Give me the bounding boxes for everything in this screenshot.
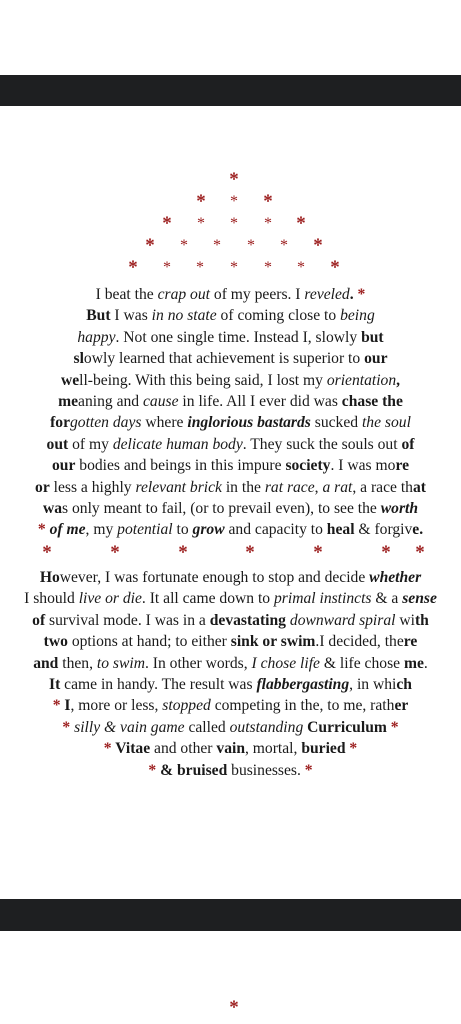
text-run: and bbox=[33, 654, 59, 672]
text-run: being bbox=[340, 307, 375, 325]
tree-star-r4-3: * bbox=[213, 237, 221, 254]
star-ornament: * bbox=[353, 286, 366, 303]
text-run: , my bbox=[85, 521, 118, 539]
tree-star-r5-5: * bbox=[264, 259, 272, 276]
text-run: ch bbox=[396, 676, 412, 693]
text-run: whether bbox=[369, 569, 422, 586]
paragraph-2-line bbox=[0, 589, 461, 609]
text-run: potential bbox=[117, 521, 173, 539]
text-run: delicate human body bbox=[112, 435, 243, 453]
text-run: and capacity to bbox=[224, 521, 327, 539]
text-run: s only meant to fail, (or to prevail even), to see the bbox=[62, 500, 381, 517]
text-run: of bbox=[401, 435, 415, 453]
tree-star-r3-1: * bbox=[162, 213, 172, 234]
tree-star-r5-2: * bbox=[163, 259, 171, 276]
text-run: sense bbox=[402, 590, 437, 608]
paragraph-1-line bbox=[0, 306, 461, 326]
text-run: live or die bbox=[78, 590, 142, 608]
text-run: we bbox=[60, 371, 80, 389]
text-run: at bbox=[412, 478, 426, 496]
text-run: downward spiral bbox=[289, 611, 396, 629]
star-ornament: * bbox=[148, 761, 161, 779]
paragraph-2-line bbox=[0, 654, 461, 674]
text-run: silly & vain game bbox=[74, 718, 185, 736]
separator-star-1: * bbox=[42, 542, 52, 563]
star-ornament: * bbox=[37, 521, 50, 539]
text-run: outstanding bbox=[229, 718, 304, 736]
text-run: , bbox=[314, 478, 323, 496]
text-run: aning and bbox=[78, 393, 144, 410]
text-run: relevant brick bbox=[135, 478, 222, 496]
text-run: Curriculum bbox=[307, 718, 387, 736]
text-run: re bbox=[403, 633, 418, 651]
text-run: primal instincts bbox=[274, 590, 372, 608]
text-run: me bbox=[403, 654, 424, 672]
paragraph-2-line bbox=[0, 739, 461, 759]
text-run: reveled bbox=[304, 286, 350, 303]
text-run: in the bbox=[221, 478, 265, 496]
paragraph-2-line bbox=[0, 611, 461, 631]
separator-star-4: * bbox=[245, 542, 255, 563]
text-run: e. bbox=[412, 521, 424, 539]
text-run: stopped bbox=[162, 697, 211, 715]
paragraph-1-line bbox=[0, 435, 461, 455]
text-run: wa bbox=[42, 500, 63, 517]
text-run: then, bbox=[58, 654, 97, 672]
text-run: society bbox=[285, 457, 331, 475]
text-run: out bbox=[46, 435, 69, 453]
text-run: inglorious bastards bbox=[187, 414, 311, 432]
text-run: our bbox=[364, 350, 388, 368]
star-ornament: * bbox=[62, 718, 75, 736]
paragraph-1-line bbox=[0, 349, 461, 369]
text-run: gotten days bbox=[70, 414, 142, 432]
text-run: But bbox=[86, 307, 111, 325]
paragraph-1-line bbox=[0, 413, 461, 433]
paragraph-2-line bbox=[0, 761, 461, 781]
text-run: and other bbox=[150, 740, 217, 758]
tree-star-r2-1: * bbox=[196, 191, 206, 212]
text-run: where bbox=[141, 414, 188, 432]
tree-star-r5-4: * bbox=[230, 259, 238, 276]
star-ornament: * bbox=[300, 761, 313, 779]
text-run: happy bbox=[77, 328, 116, 346]
text-run: two bbox=[43, 633, 68, 651]
star-ornament: * bbox=[386, 718, 399, 736]
paragraph-1-line bbox=[0, 520, 461, 540]
text-run: I was bbox=[110, 307, 152, 325]
text-run: , a race th bbox=[352, 478, 413, 496]
separator-star-3: * bbox=[178, 542, 188, 563]
text-run: me bbox=[58, 393, 79, 410]
text-run: vain bbox=[216, 740, 245, 758]
text-run: , in whi bbox=[349, 676, 397, 693]
tree-star-r4-5: * bbox=[280, 237, 288, 254]
paragraph-2-line bbox=[0, 632, 461, 652]
bottom-divider-bar bbox=[0, 899, 461, 931]
text-run: . Not one single time. Instead I, slowly bbox=[115, 328, 362, 346]
text-run: & bruised bbox=[160, 761, 228, 779]
text-run: chase the bbox=[341, 393, 403, 410]
bottom-star: * bbox=[229, 997, 239, 1018]
text-run: less a highly bbox=[49, 478, 136, 496]
tree-star-r5-1: * bbox=[128, 257, 138, 278]
tree-star-r5-6: * bbox=[297, 259, 305, 276]
paragraph-2-line bbox=[0, 675, 461, 695]
text-run: the soul bbox=[361, 414, 411, 432]
paragraph-1-line bbox=[0, 478, 461, 498]
text-run: . It all came down to bbox=[141, 590, 274, 608]
paragraph-1-line bbox=[0, 392, 461, 412]
text-run: owly learned that achievement is superior to bbox=[83, 350, 365, 368]
paragraph-2-line bbox=[0, 696, 461, 716]
paragraph-1-line bbox=[0, 456, 461, 476]
tree-star-r3-2: * bbox=[197, 215, 205, 232]
text-run: crap out bbox=[157, 286, 210, 303]
text-run: heal bbox=[326, 521, 355, 539]
text-run: but bbox=[361, 328, 384, 346]
text-run: wi bbox=[395, 611, 415, 629]
tree-star-r2-2: * bbox=[230, 193, 238, 210]
text-run: . In other words, bbox=[144, 654, 252, 672]
text-run: of my peers. I bbox=[210, 286, 305, 303]
separator-star-2: * bbox=[110, 542, 120, 563]
text-run: er bbox=[394, 697, 409, 715]
text-run: flabbergasting bbox=[256, 676, 350, 693]
text-run: sl bbox=[73, 350, 84, 368]
text-run: wever, I was fortunate enough to stop and decide bbox=[59, 569, 370, 586]
text-run: & forgiv bbox=[354, 521, 413, 539]
text-run: re bbox=[395, 457, 409, 475]
text-run: ll-being. With this being said, I lost my bbox=[79, 371, 327, 389]
tree-star-r3-5: * bbox=[296, 213, 306, 234]
tree-star-r5-3: * bbox=[196, 259, 204, 276]
tree-star-r3-4: * bbox=[264, 215, 272, 232]
paragraph-1-line bbox=[0, 499, 461, 519]
star-ornament: * bbox=[345, 740, 358, 758]
paragraph-2-line bbox=[0, 718, 461, 738]
star-ornament: * bbox=[52, 697, 65, 715]
text-run: .I decided, the bbox=[315, 633, 404, 651]
text-run: grow bbox=[192, 521, 225, 539]
text-run: bodies and beings in this impure bbox=[75, 457, 286, 475]
text-run: for bbox=[50, 414, 70, 432]
text-run: in no state bbox=[151, 307, 217, 325]
text-run: in life. All I ever did was bbox=[178, 393, 342, 410]
text-run: buried bbox=[301, 740, 346, 758]
text-run: Vitae bbox=[115, 740, 151, 758]
text-run: rat race bbox=[264, 478, 315, 496]
text-run: a rat bbox=[322, 478, 353, 496]
text-run: competing in the, to me, rath bbox=[210, 697, 395, 715]
separator-star-6: * bbox=[381, 542, 391, 563]
top-divider-bar bbox=[0, 75, 461, 106]
text-run: . They suck the souls out bbox=[242, 435, 402, 453]
text-run: or bbox=[35, 478, 50, 496]
text-run: came in handy. The result was bbox=[60, 676, 257, 693]
text-run: to bbox=[172, 521, 193, 539]
text-run: & a bbox=[371, 590, 403, 608]
paragraph-2-line bbox=[0, 568, 461, 588]
tree-star-r4-2: * bbox=[180, 237, 188, 254]
text-run: of bbox=[32, 611, 46, 629]
text-run: sink or swim bbox=[230, 633, 316, 651]
text-run: Ho bbox=[39, 569, 60, 586]
separator-star-7: * bbox=[415, 542, 425, 563]
text-run: I bbox=[64, 697, 71, 715]
text-run: options at hand; to either bbox=[67, 633, 231, 651]
text-run: , more or less, bbox=[70, 697, 163, 715]
tree-star-r4-6: * bbox=[313, 235, 323, 256]
separator-star-5: * bbox=[313, 542, 323, 563]
tree-star-r2-3: * bbox=[263, 191, 273, 212]
tree-star-r1-1: * bbox=[229, 169, 239, 190]
text-run: businesses. bbox=[227, 761, 301, 779]
star-ornament: * bbox=[103, 740, 116, 758]
text-run: , bbox=[396, 371, 401, 389]
text-run: . I was mo bbox=[330, 457, 396, 475]
text-run: , mortal, bbox=[245, 740, 302, 758]
text-run: . bbox=[349, 286, 354, 303]
text-run: our bbox=[51, 457, 76, 475]
text-run: th bbox=[414, 611, 429, 629]
text-run: of my bbox=[68, 435, 113, 453]
text-run: . bbox=[423, 654, 428, 672]
tree-star-r4-1: * bbox=[145, 235, 155, 256]
tree-star-r4-4: * bbox=[247, 237, 255, 254]
text-run: It bbox=[49, 676, 61, 693]
paragraph-1-line bbox=[0, 285, 461, 305]
text-run: to swim bbox=[96, 654, 145, 672]
text-run: I should bbox=[24, 590, 79, 608]
text-run: I beat the bbox=[95, 286, 158, 303]
tree-star-r5-7: * bbox=[330, 257, 340, 278]
text-run: survival mode. I was in a bbox=[45, 611, 210, 629]
text-run: sucked bbox=[310, 414, 362, 432]
text-run: & life chose bbox=[319, 654, 404, 672]
text-run: cause bbox=[143, 393, 179, 410]
text-run: devastating bbox=[209, 611, 286, 629]
text-run: of me bbox=[49, 521, 86, 539]
text-run: worth bbox=[380, 500, 419, 517]
text-run: of coming close to bbox=[216, 307, 341, 325]
text-run: orientation bbox=[326, 371, 397, 389]
paragraph-1-line bbox=[0, 328, 461, 348]
paragraph-1-line bbox=[0, 371, 461, 391]
tree-star-r3-3: * bbox=[230, 215, 238, 232]
text-run: I chose life bbox=[251, 654, 320, 672]
text-run: called bbox=[184, 718, 230, 736]
